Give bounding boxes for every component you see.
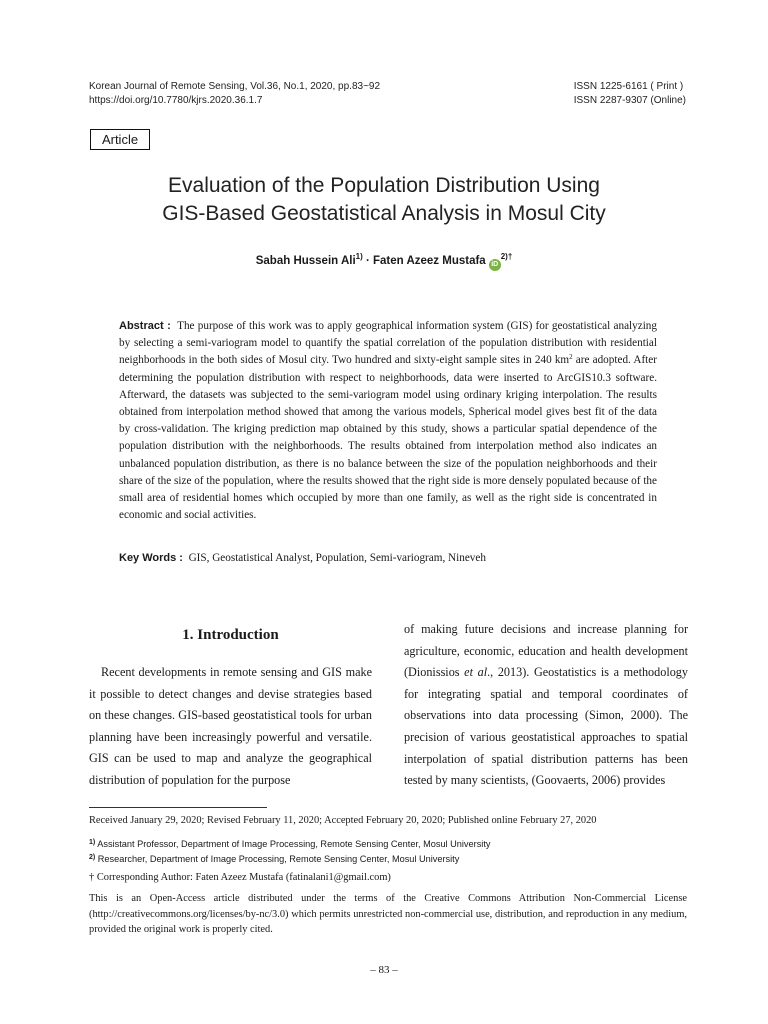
received-dates: Received January 29, 2020; Revised February 11, 2020; Accepted February 20, 2020; Published online February 27, 2020 xyxy=(89,815,597,826)
affiliation-marker: 2) xyxy=(89,854,96,861)
affiliation-marker: 1) xyxy=(89,839,96,846)
title-line-1: Evaluation of the Population Distribution Using xyxy=(168,174,600,197)
author-name: Faten Azeez Mustafa xyxy=(373,255,486,267)
affiliation-2 xyxy=(89,851,689,866)
body-column-left: Recent developments in remote sensing and GIS make it possible to detect changes and devise strategies based on these changes. GIS-based geostatistical tools for urban planning have been increasingly powerful and versatile. GIS can be used to map and analyze the geographical distribution of population for the purpose xyxy=(89,665,372,787)
open-access-notice: This is an Open-Access article distributed under the terms of the Creative Commons Attribution Non-Commercial License (http://creativecommons.org/licenses/by-nc/3.0) which permits unrestricted non-commercial use, distribution, and reproduction in any medium, provided the original work is properly cited. xyxy=(89,893,687,936)
author-separator: · xyxy=(365,255,370,267)
issn-print: ISSN 1225-6161 ( Print ) xyxy=(573,81,684,92)
journal-citation: Korean Journal of Remote Sensing, Vol.36, No.1, 2020, pp.83~92 xyxy=(89,81,381,92)
affiliation-marker: 1) xyxy=(355,252,363,261)
article-type-label: Article xyxy=(90,129,150,150)
corresponding-author xyxy=(89,870,689,885)
affiliation-text: Assistant Professor, Department of Image Processing, Remote Sensing Center, Mosul University xyxy=(97,839,491,849)
body-column-right xyxy=(404,619,688,792)
body-text: of making future decisions and increase planning for agriculture, economic, education and health development (Dionissios xyxy=(404,622,688,680)
abstract-text: The purpose of this work was to apply geographical information system (GIS) for geostatistical analyzing by selecting a semi-variogram model to quantify the spatial correlation of the population distribution with residential neighborhoods in the both sides of Mosul city. Two hundred and sixty-eight sample sites in 240 km xyxy=(119,320,657,367)
abstract-text: are adopted. After determining the population distribution with respect to neighborhoods, data were inserted to ArcGIS10.3 software. Afterward, the datasets was subjected to the semi-variogram model using ordinary kriging interpolation. The results obtained from interpolation method showed that among the various models, Spherical model gives best fit of the data by cross-validation. The kriging prediction map obtained by this study, shows a particular spatial dependence of the population distribution with the neighborhoods. The results obtained from interpolation method also indicates an unbalanced population distribution, as there is no balance between the size of the population neighborhoods and their share of the size of the population, where the results showed that the right side is more densely populated because of the small area of residential homes which occupied by more than one family, as well as the right side is concentrated in economic and social activities. xyxy=(119,354,657,522)
keywords-label: Key Words : xyxy=(119,552,183,564)
corresponding-author-text: Corresponding Author: Faten Azeez Mustafa (fatinalani1@gmail.com) xyxy=(96,872,391,883)
doi-link[interactable]: https://doi.org/10.7780/kjrs.2020.36.1.7 xyxy=(89,95,263,106)
dagger-marker: † xyxy=(89,872,95,883)
footnote-rule xyxy=(89,807,267,808)
journal-header-left xyxy=(89,80,380,108)
affiliation-1 xyxy=(89,836,689,851)
keywords xyxy=(119,550,657,567)
superscript: 2 xyxy=(569,353,573,362)
affiliation-text: Researcher, Department of Image Processing, Remote Sensing Center, Mosul University xyxy=(97,854,460,864)
journal-header-right xyxy=(574,80,686,108)
paper-title xyxy=(60,172,708,228)
issn-online: ISSN 2287-9307 (Online) xyxy=(573,95,686,106)
body-text: ., 2013). Geostatistics is a methodology for integrating spatial and temporal coordinates of observations into data processing (Simon, 2000). The precision of various geostatistical approaches to spatial interpolation of spatial distribution patterns has been tested by many scientists, (Goovaerts, 2006) provides xyxy=(404,665,688,788)
body-text-italic: et al xyxy=(464,665,488,680)
author-name: Sabah Hussein Ali xyxy=(255,255,356,267)
orcid-icon[interactable]: iD xyxy=(489,259,501,271)
keywords-text: GIS, Geostatistical Analyst, Population, Semi-variogram, Nineveh xyxy=(188,552,486,564)
page-number: – 83 – xyxy=(370,964,398,976)
affiliation-marker: 2)† xyxy=(500,252,513,261)
author-list xyxy=(0,249,768,271)
abstract-label: Abstract : xyxy=(119,320,171,332)
title-line-2: GIS-Based Geostatistical Analysis in Mosul City xyxy=(162,202,606,225)
abstract xyxy=(119,318,657,524)
section-heading: 1. Introduction xyxy=(182,627,279,643)
